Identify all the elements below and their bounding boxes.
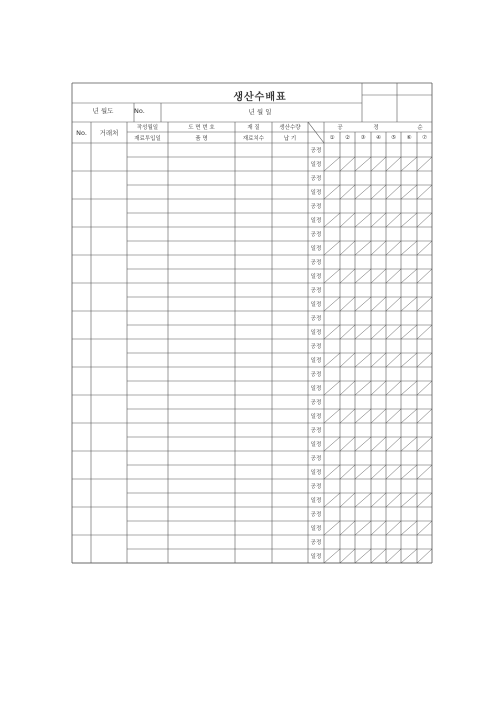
row-label-schedule: 일정 [310, 386, 322, 392]
schedule-diagonal [417, 241, 432, 255]
row-label-process: 공정 [310, 232, 322, 238]
schedule-diagonal [324, 437, 340, 451]
schedule-diagonal [417, 325, 432, 339]
process-order-label-1: 공 [337, 125, 343, 131]
schedule-diagonal [417, 521, 432, 535]
row-label-schedule: 일정 [310, 246, 322, 252]
no-label: No. [134, 106, 145, 115]
col-material-header: 재 질 [247, 125, 260, 131]
row-label-schedule: 일정 [310, 162, 322, 168]
schedule-diagonal [401, 157, 417, 171]
schedule-diagonal [355, 381, 371, 395]
row-label-schedule: 일정 [310, 330, 322, 336]
row-label-process: 공정 [310, 288, 322, 294]
schedule-diagonal [340, 185, 355, 199]
col-client-header: 거래처 [99, 129, 119, 137]
schedule-diagonal [371, 213, 386, 227]
schedule-diagonal [324, 241, 340, 255]
schedule-diagonal [371, 297, 386, 311]
process-number-header: ⑦ [422, 134, 427, 141]
schedule-diagonal [386, 549, 401, 563]
schedule-diagonal [324, 157, 340, 171]
row-label-process: 공정 [310, 540, 322, 546]
process-order-label-3: 순 [417, 125, 423, 131]
process-number-header: ⑥ [406, 134, 412, 141]
row-label-process: 공정 [310, 260, 322, 266]
row-label-process: 공정 [310, 372, 322, 378]
row-label-process: 공정 [310, 400, 322, 406]
schedule-diagonal [324, 185, 340, 199]
schedule-diagonal [324, 521, 340, 535]
schedule-diagonal [340, 465, 355, 479]
row-label-schedule: 일정 [310, 554, 322, 560]
row-label-schedule: 일정 [310, 302, 322, 308]
schedule-diagonal [340, 549, 355, 563]
row-label-schedule: 일정 [310, 414, 322, 420]
schedule-diagonal [401, 241, 417, 255]
schedule-diagonal [417, 465, 432, 479]
schedule-diagonal [355, 185, 371, 199]
schedule-diagonal [386, 465, 401, 479]
schedule-diagonal [355, 409, 371, 423]
schedule-diagonal [371, 465, 386, 479]
schedule-diagonal [355, 157, 371, 171]
schedule-diagonal [324, 493, 340, 507]
col-no-header: No. [76, 128, 87, 137]
schedule-diagonal [355, 521, 371, 535]
schedule-diagonal [401, 185, 417, 199]
schedule-diagonal [371, 437, 386, 451]
schedule-diagonal [386, 381, 401, 395]
schedule-diagonal [355, 353, 371, 367]
col-product-name-header: 품 명 [195, 135, 208, 142]
schedule-diagonal [386, 325, 401, 339]
row-label-process: 공정 [310, 428, 322, 434]
process-order-label-2: 정 [373, 125, 379, 131]
row-label-schedule: 일정 [310, 498, 322, 504]
schedule-diagonal [401, 297, 417, 311]
col-drawing-no-header: 도 면 번 호 [188, 125, 215, 131]
schedule-diagonal [401, 465, 417, 479]
schedule-diagonal [417, 269, 432, 283]
schedule-diagonal [324, 409, 340, 423]
schedule-diagonal [401, 381, 417, 395]
page-title: 생산수배표 [233, 91, 287, 103]
schedule-diagonal [417, 185, 432, 199]
date-label: 년 월 일 [248, 107, 272, 116]
schedule-diagonal [371, 381, 386, 395]
schedule-diagonal [417, 213, 432, 227]
schedule-diagonal [417, 297, 432, 311]
schedule-diagonal [401, 325, 417, 339]
row-label-process: 공정 [310, 512, 322, 518]
process-number-header: ① [329, 134, 335, 141]
row-label-schedule: 일정 [310, 274, 322, 280]
schedule-diagonal [371, 409, 386, 423]
schedule-diagonal [371, 549, 386, 563]
schedule-diagonal [386, 521, 401, 535]
col-write-date-header: 작성월일 [136, 125, 159, 131]
schedule-diagonal [355, 241, 371, 255]
process-number-header: ④ [376, 134, 381, 141]
schedule-diagonal [386, 493, 401, 507]
schedule-diagonal [340, 353, 355, 367]
schedule-diagonal [417, 381, 432, 395]
process-number-header: ② [345, 134, 350, 141]
schedule-diagonal [401, 213, 417, 227]
schedule-diagonal [401, 521, 417, 535]
schedule-diagonal [340, 437, 355, 451]
schedule-diagonal [386, 185, 401, 199]
col-delivery-header: 납 기 [283, 135, 297, 142]
schedule-diagonal [324, 297, 340, 311]
header-diagonal [308, 122, 324, 143]
schedule-diagonal [386, 437, 401, 451]
schedule-diagonal [371, 521, 386, 535]
schedule-diagonal [401, 409, 417, 423]
schedule-diagonal [417, 493, 432, 507]
schedule-diagonal [340, 241, 355, 255]
schedule-diagonal [371, 325, 386, 339]
schedule-diagonal [417, 409, 432, 423]
row-label-process: 공정 [310, 316, 322, 322]
row-label-process: 공정 [310, 148, 322, 154]
schedule-diagonal [340, 325, 355, 339]
row-label-process: 공정 [310, 344, 322, 350]
schedule-diagonal [324, 325, 340, 339]
year-month-label: 년 월도 [92, 107, 114, 115]
schedule-diagonal [340, 409, 355, 423]
row-label-schedule: 일정 [310, 470, 322, 476]
process-number-header: ⑤ [391, 134, 396, 141]
schedule-diagonal [401, 269, 417, 283]
schedule-diagonal [417, 157, 432, 171]
schedule-diagonal [401, 437, 417, 451]
schedule-diagonal [324, 549, 340, 563]
row-label-schedule: 일정 [310, 358, 322, 364]
schedule-diagonal [340, 297, 355, 311]
schedule-diagonal [355, 437, 371, 451]
schedule-diagonal [371, 185, 386, 199]
schedule-diagonal [340, 213, 355, 227]
schedule-diagonal [401, 493, 417, 507]
row-label-schedule: 일정 [310, 526, 322, 532]
schedule-diagonal [340, 493, 355, 507]
schedule-diagonal [386, 157, 401, 171]
schedule-diagonal [401, 353, 417, 367]
row-label-process: 공정 [310, 204, 322, 210]
row-label-schedule: 일정 [310, 442, 322, 448]
row-label-schedule: 일정 [310, 218, 322, 224]
schedule-diagonal [355, 269, 371, 283]
schedule-diagonal [401, 549, 417, 563]
schedule-diagonal [417, 549, 432, 563]
schedule-diagonal [371, 353, 386, 367]
row-label-process: 공정 [310, 484, 322, 490]
schedule-diagonal [386, 269, 401, 283]
schedule-diagonal [324, 269, 340, 283]
schedule-diagonal [386, 241, 401, 255]
schedule-diagonal [355, 213, 371, 227]
process-number-header: ③ [360, 134, 366, 141]
schedule-diagonal [386, 297, 401, 311]
schedule-diagonal [355, 297, 371, 311]
schedule-diagonal [355, 493, 371, 507]
schedule-diagonal [371, 241, 386, 255]
schedule-diagonal [340, 269, 355, 283]
col-material-input-header: 재료투입일 [134, 135, 161, 142]
schedule-diagonal [371, 269, 386, 283]
schedule-diagonal [355, 465, 371, 479]
schedule-diagonal [355, 325, 371, 339]
schedule-diagonal [340, 521, 355, 535]
schedule-diagonal [417, 437, 432, 451]
row-label-process: 공정 [310, 176, 322, 182]
row-label-process: 공정 [310, 456, 322, 462]
schedule-diagonal [417, 353, 432, 367]
schedule-diagonal [340, 157, 355, 171]
col-material-size-header: 재료치수 [242, 135, 265, 142]
col-quantity-header: 생산수량 [279, 125, 301, 131]
schedule-diagonal [371, 157, 386, 171]
row-label-schedule: 일정 [310, 190, 322, 196]
schedule-diagonal [386, 353, 401, 367]
schedule-diagonal [324, 213, 340, 227]
schedule-diagonal [340, 381, 355, 395]
schedule-diagonal [386, 409, 401, 423]
schedule-diagonal [324, 353, 340, 367]
schedule-diagonal [355, 549, 371, 563]
schedule-diagonal [324, 381, 340, 395]
schedule-diagonal [386, 213, 401, 227]
schedule-diagonal [324, 465, 340, 479]
schedule-diagonal [371, 493, 386, 507]
